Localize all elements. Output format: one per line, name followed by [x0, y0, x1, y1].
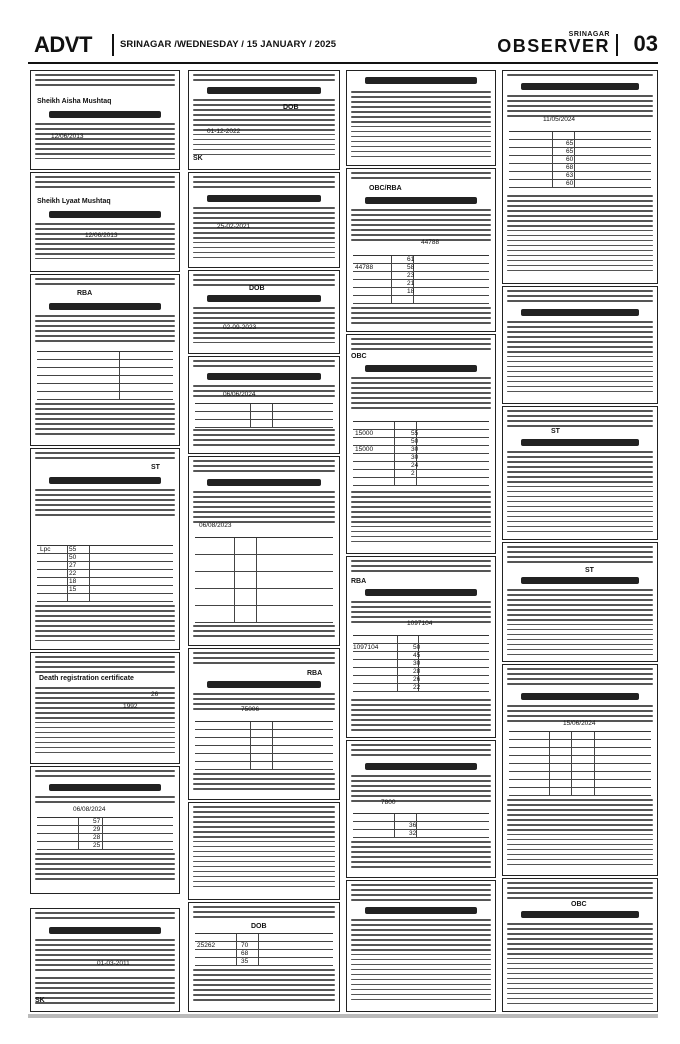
table-cell: 36 [409, 822, 417, 829]
notice-heading [49, 211, 162, 218]
table-cell: 30 [411, 446, 419, 453]
notice-ad [502, 542, 658, 662]
table-cell: 23 [407, 272, 415, 279]
notice-name: Sheikh Lyaat Mushtaq [37, 198, 111, 205]
header-divider [112, 34, 114, 56]
table-cell: 22 [413, 684, 421, 691]
table-cell: 68 [241, 950, 249, 957]
page-number: 03 [633, 31, 658, 56]
notice-heading [49, 111, 162, 118]
notice-ad [502, 286, 658, 404]
table-cell: 68 [566, 164, 574, 171]
notice-date: 11/05/2024 [543, 116, 576, 123]
notice-ad [346, 556, 496, 738]
notice-heading [365, 763, 478, 770]
notice-ad [188, 902, 340, 1012]
table-cell: 55 [69, 546, 77, 553]
notice-code: ST [551, 428, 560, 435]
notice-ad [346, 70, 496, 166]
notice-code: DOB [251, 923, 267, 930]
notice-name: Sheikh Aisha Mushtaq [37, 98, 112, 105]
notice-code: DOB [283, 104, 299, 111]
notice-heading [207, 373, 321, 380]
notice-heading [521, 83, 638, 90]
table-cell: 21 [407, 280, 415, 287]
notice-document: Death registration certificate [39, 675, 134, 682]
notice-heading [521, 309, 638, 316]
table-cell: 30 [413, 660, 421, 667]
table-cell: 15 [69, 586, 77, 593]
notice-date: 12/06/2013 [51, 133, 84, 140]
notice-ad [502, 406, 658, 540]
notice-code: OBC [571, 901, 587, 908]
notice-heading [207, 87, 321, 94]
table-cell: 50 [413, 644, 421, 651]
notice-ad [346, 334, 496, 554]
notice-date: 12/06/2013 [85, 232, 118, 239]
table-cell: 55 [411, 430, 419, 437]
notice-heading [49, 927, 162, 934]
page-footer-bar [28, 1014, 658, 1018]
notice-code: RBA [77, 290, 93, 297]
table-cell: 50 [411, 438, 419, 445]
notice-ad [188, 356, 340, 454]
table-cell: 44788 [355, 264, 374, 271]
notice-number: 26 [151, 691, 159, 698]
newspaper-brand [497, 31, 610, 57]
notice-code: RBA [307, 670, 323, 677]
dateline: SRINAGAR /WEDNESDAY / 15 JANUARY / 2025 [120, 39, 337, 50]
table-cell: 70 [241, 942, 249, 949]
notice-date: 15/06/2024 [563, 720, 596, 727]
table-cell: 63 [566, 172, 574, 179]
notice-ad [30, 70, 180, 170]
notice-ad [502, 878, 658, 1012]
notice-date: 01-03-2011 [97, 960, 130, 967]
header-divider-right [616, 34, 618, 56]
notice-ad [30, 652, 180, 764]
notice-heading [49, 477, 162, 484]
notice-ad [30, 172, 180, 272]
notice-date: 06/08/2023 [199, 522, 232, 529]
notice-ad [30, 766, 180, 894]
notice-heading [365, 907, 478, 914]
table-cell: 65 [566, 140, 574, 147]
notice-ad [188, 270, 340, 354]
notice-ad [188, 648, 340, 800]
table-cell: 18 [69, 578, 77, 585]
notice-ad [30, 448, 180, 650]
table-cell: 28 [413, 668, 421, 675]
notice-code: ST [585, 567, 594, 574]
notice-ad [188, 802, 340, 900]
notice-date: 02-09-2023 [223, 324, 257, 331]
notice-number: 75006 [241, 706, 260, 713]
table-cell: 61 [407, 256, 415, 263]
table-cell: 58 [407, 264, 415, 271]
notice-year: 1992 [123, 703, 138, 710]
table-cell: 2 [411, 470, 415, 477]
notice-heading [207, 479, 321, 486]
notice-heading [365, 365, 478, 372]
notice-code: OBC [351, 353, 367, 360]
notice-ad [346, 880, 496, 1012]
notice-heading [207, 681, 321, 688]
notice-heading [49, 303, 162, 310]
brand-name: OBSERVER [497, 36, 610, 56]
notice-number: 44788 [421, 239, 440, 246]
table-cell: Lpc [40, 546, 51, 553]
notice-heading [207, 295, 321, 302]
table-cell: 28 [93, 834, 101, 841]
table-cell: 25 [93, 842, 101, 849]
notice-heading [365, 589, 478, 596]
notice-code: OBC/RBA [369, 185, 402, 192]
notice-ad [188, 456, 340, 646]
notice-ad [30, 274, 180, 446]
notice-number: 1097104 [407, 620, 433, 627]
notice-date: 01-12-2022 [207, 128, 241, 135]
notice-heading [207, 195, 321, 202]
notice-number: 7800 [381, 799, 396, 806]
table-cell: 26 [413, 676, 421, 683]
notice-code: DOB [249, 285, 265, 292]
table-cell: 50 [69, 554, 77, 561]
notice-heading [521, 693, 638, 700]
notice-ad [188, 70, 340, 170]
notice-code: ST [151, 464, 160, 471]
notice-heading [521, 577, 638, 584]
notice-date: 06/06/2024 [223, 391, 256, 398]
notice-ad [502, 664, 658, 876]
notice-date: 06/08/2024 [73, 806, 106, 813]
notice-heading [521, 911, 638, 918]
table-cell: 57 [93, 818, 101, 825]
notice-ad [188, 172, 340, 268]
table-cell: 18 [407, 288, 415, 295]
table-cell: 1097104 [353, 644, 379, 651]
notice-code: RBA [351, 578, 367, 585]
table-cell: 32 [409, 830, 417, 837]
table-cell: 24 [411, 462, 419, 469]
notice-date: 25-02-2021 [217, 223, 251, 230]
table-cell: 35 [241, 958, 249, 965]
notice-ad [502, 70, 658, 284]
notice-ad [346, 168, 496, 332]
masthead [28, 30, 658, 64]
notice-heading [521, 439, 638, 446]
notice-ad [30, 908, 180, 1012]
table-cell: 15000 [355, 430, 374, 437]
notice-heading [365, 197, 478, 204]
table-cell: 30 [411, 454, 419, 461]
table-cell: 22 [69, 570, 77, 577]
notice-ad [346, 740, 496, 878]
table-cell: 25262 [197, 942, 216, 949]
table-cell: 27 [69, 562, 77, 569]
table-cell: 65 [566, 148, 574, 155]
notice-heading [49, 784, 162, 791]
notice-sign: SK [193, 155, 203, 162]
notice-heading [365, 77, 478, 84]
table-cell: 29 [93, 826, 101, 833]
notice-sign: SK [35, 997, 45, 1004]
table-cell: 60 [566, 180, 574, 187]
table-cell: 15000 [355, 446, 374, 453]
table-cell: 60 [566, 156, 574, 163]
brand-city: SRINAGAR [568, 31, 610, 38]
section-label: ADVT [34, 32, 92, 57]
table-cell: 45 [413, 652, 421, 659]
